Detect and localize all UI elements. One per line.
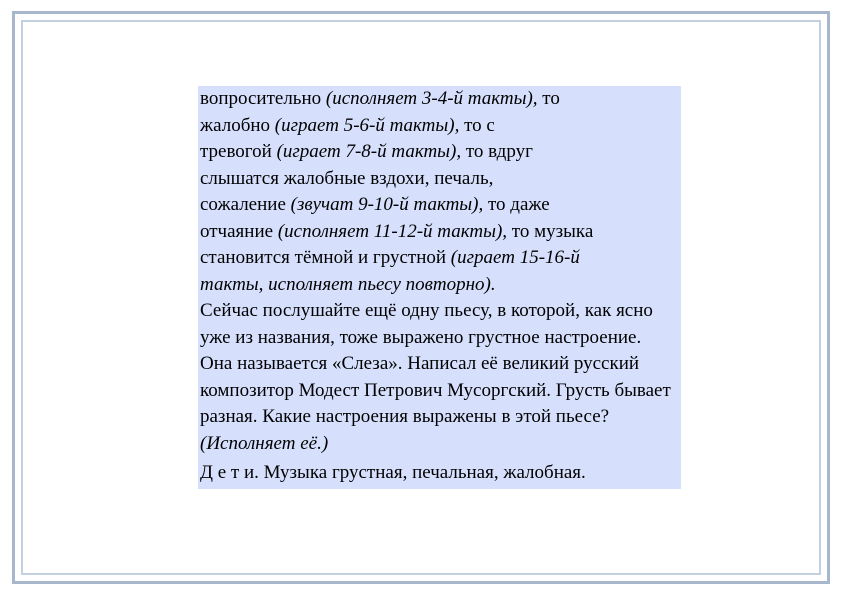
speaker-label: Д е т и. (200, 462, 259, 483)
text-line2: жалобно (200, 114, 275, 136)
paragraph2-text: Сейчас послушайте ещё одну пьесу, в которой, как ясно уже из названия, тоже выражено грустное настроение. Она называется «Слеза». Написал её великий русский композитор Модест Петрович Мусоргский. Грусть бывает разная. Какие настроения выражены в этой пьесе? (200, 300, 671, 427)
text-line5: сожаление (200, 194, 291, 215)
italic-remark-line7: (играет 15-16-й (450, 247, 580, 268)
italic-remark-performs: (Исполняет её.) (200, 432, 329, 454)
text-line3: тревогой (200, 141, 277, 162)
text-line6-tail: то музыка (507, 220, 594, 242)
text-line5-tail: то даже (483, 194, 550, 215)
children-answer-text: Музыка грустная, печальная, жалобная. (258, 462, 586, 483)
text-line7: становится тёмной и грустной (200, 247, 451, 268)
text-line3-tail: то вдруг (461, 141, 533, 162)
paragraph-children-answer (200, 460, 677, 487)
italic-remark-line8: такты, исполняет пьесу повторно). (200, 273, 496, 295)
italic-remark-line6: (исполняет 11-12-й такты), (277, 220, 508, 242)
italic-remark-line1: (исполняет 3-4-й такты), (325, 88, 538, 109)
text-line1-tail: то (537, 88, 560, 109)
text-line1: вопросительно (200, 88, 326, 109)
paragraph-lesson-description (200, 86, 677, 298)
italic-remark-line5: (звучат 9-10-й такты), (290, 194, 484, 215)
text-block (198, 86, 681, 489)
text-line2-tail: то с (459, 114, 495, 136)
text-line4: слышатся жалобные вздохи, печаль, (200, 167, 494, 189)
italic-remark-line3: (играет 7-8-й такты), (276, 141, 462, 162)
text-line6: отчаяние (200, 220, 278, 242)
paragraph-slyoza-intro (200, 298, 677, 457)
italic-remark-line2: (играет 5-6-й такты), (274, 114, 460, 136)
